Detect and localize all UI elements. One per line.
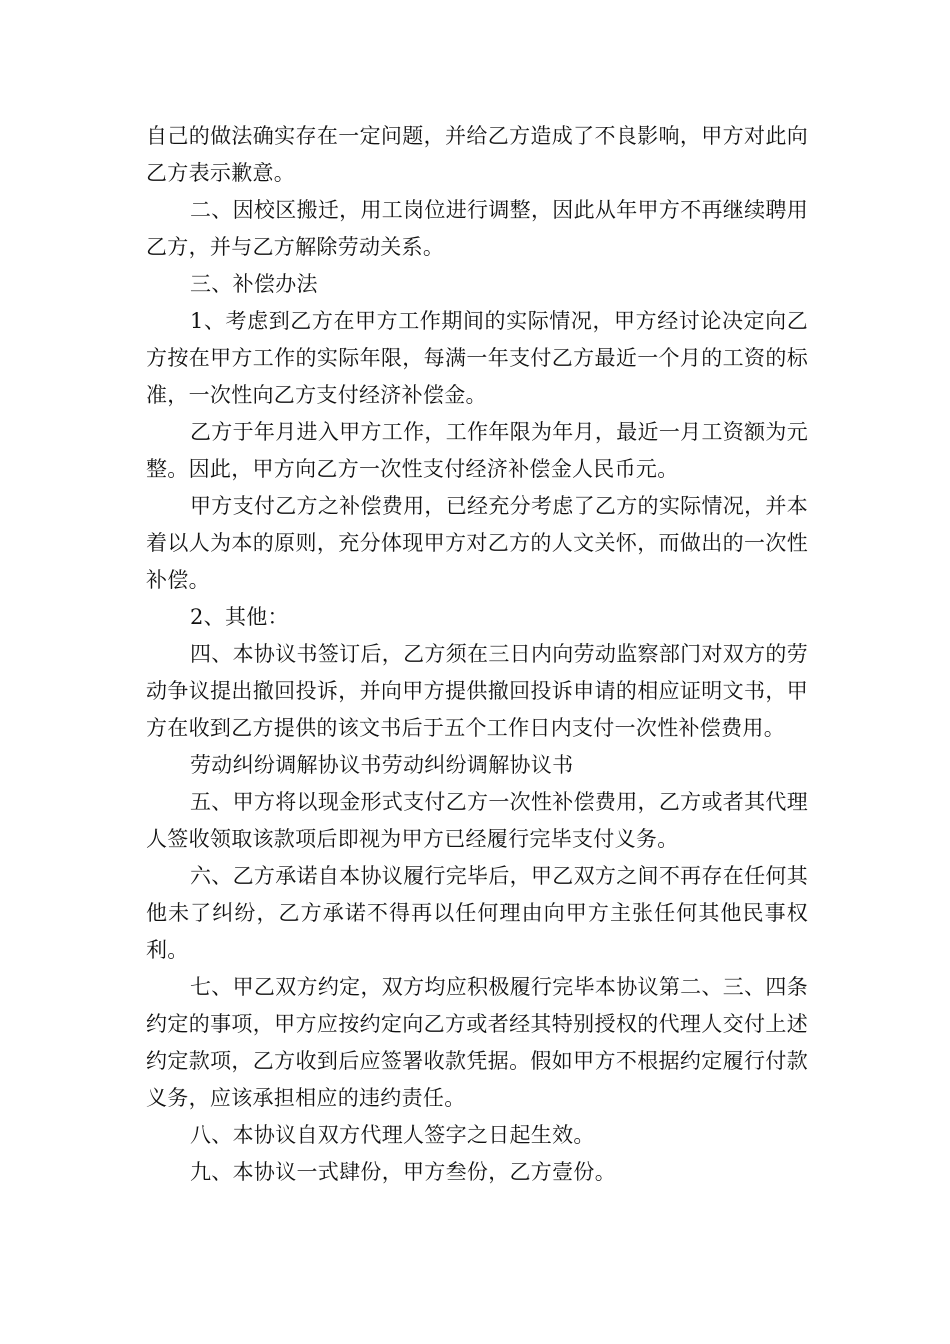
- paragraph-compensation-1: 1、考虑到乙方在甲方工作期间的实际情况，甲方经讨论决定向乙方按在甲方工作的实际年限，每满一年支付乙方最近一个月的工资的标准，一次性向乙方支付经济补偿金。: [146, 309, 808, 407]
- paragraph-continuation: 自己的做法确实存在一定问题，并给乙方造成了不良影响，甲方对此向乙方表示歉意。: [146, 124, 808, 185]
- paragraph-clause-6: 六、乙方承诺自本协议履行完毕后，甲乙双方之间不再存在任何其他未了纠纷，乙方承诺不得再以任何理由向甲方主张任何其他民事权利。: [146, 864, 808, 962]
- paragraph-other: 2、其他：: [190, 605, 289, 629]
- paragraph-clause-8: 八、本协议自双方代理人签字之日起生效。: [190, 1123, 595, 1147]
- paragraph-clause-4: 四、本协议书签订后，乙方须在三日内向劳动监察部门对双方的劳动争议提出撤回投诉，并向甲方提供撤回投诉申请的相应证明文书，甲方在收到乙方提供的该文书后于五个工作日内支付一次性补偿费用。: [146, 642, 808, 740]
- paragraph-clause-9: 九、本协议一式肆份，甲方叁份，乙方壹份。: [190, 1160, 616, 1184]
- paragraph-clause-5: 五、甲方将以现金形式支付乙方一次性补偿费用，乙方或者其代理人签收领取该款项后即视为甲方已经履行完毕支付义务。: [146, 790, 808, 851]
- paragraph-clause-2: 二、因校区搬迁，用工岗位进行调整，因此从年甲方不再继续聘用乙方，并与乙方解除劳动关系。: [146, 198, 808, 259]
- paragraph-title-repeat: 劳动纠纷调解协议书劳动纠纷调解协议书: [190, 753, 574, 777]
- paragraph-compensation-details: 乙方于年月进入甲方工作，工作年限为年月，最近一月工资额为元整。因此，甲方向乙方一次性支付经济补偿金人民币元。: [146, 420, 808, 481]
- document-body: [146, 118, 808, 1191]
- paragraph-compensation-note: 甲方支付乙方之补偿费用，已经充分考虑了乙方的实际情况，并本着以人为本的原则，充分体现甲方对乙方的人文关怀，而做出的一次性补偿。: [146, 494, 808, 592]
- paragraph-clause-7: 七、甲乙双方约定，双方均应积极履行完毕本协议第二、三、四条约定的事项，甲方应按约定向乙方或者经其特别授权的代理人交付上述约定款项，乙方收到后应签署收款凭据。假如甲方不根据约定履行付款义务，应该承担相应的违约责任。: [146, 975, 808, 1110]
- paragraph-clause-3-heading: 三、补偿办法: [190, 272, 318, 296]
